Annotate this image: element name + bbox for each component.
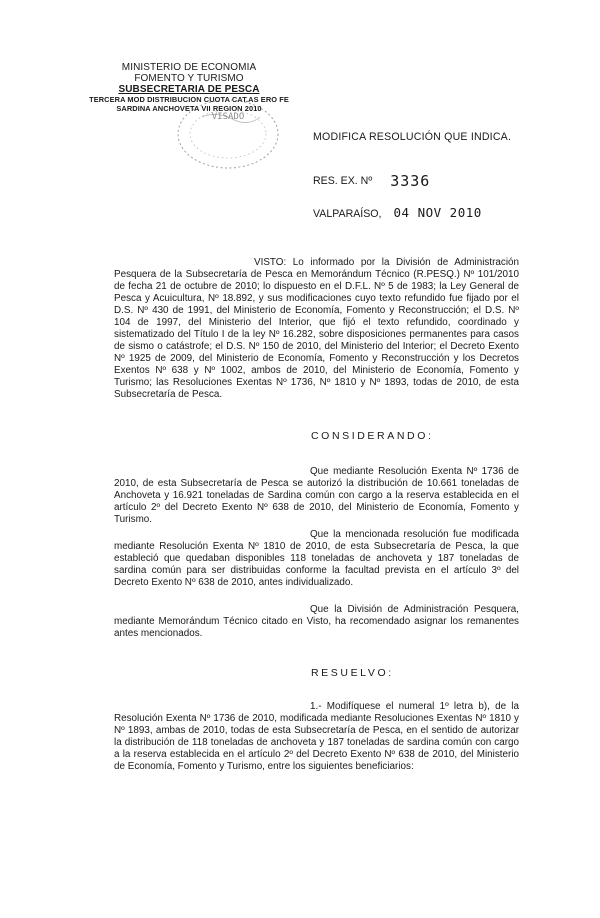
visto-paragraph: VISTO: Lo informado por la División de Administración Pesquera de la Subsecretaría de Pesca en Memorándum Técnico (R.PESQ.) Nº 101/2010 de fecha 21 de octubre de 2010; lo dispuesto en el D.F.L. Nº 5 de 1983; la Ley General de Pesca y Acuicultura, Nº 18.892, y sus modificaciones cuyo texto refundido fue fijado por el D.S. Nº 430 de 1991, del Ministerio de Economía, Fomento y Reconstrucción; el D.S. Nº 104 de 1997, del Ministerio del Interior, que fijó el texto refundido, coordinado y sistematizado del Título I de la ley Nº 16.282, sobre disposiciones permanentes para casos de sismo o catástrofe; el D.S. Nº 150 de 2010, del Ministerio del Interior; el Decreto Exento Nº 1925 de 2009, del Ministerio de Economía, Fomento y Reconstrucción y los Decretos Exentos Nº 638 y Nº 1002, ambos de 2010, del Ministerio de Economía, Fomento y Turismo; las Resoluciones Exentas Nº 1736, Nº 1810 y Nº 1893, todas de 2010, de esta Subsecretaría de Pesca. (114, 257, 519, 400)
reference-line-1: TERCERA MOD DISTRIBUCION CUOTA CAT.AS ERO FE (89, 95, 289, 104)
ministry-line-2: FOMENTO Y TURISMO (134, 73, 244, 84)
official-stamp (174, 95, 282, 173)
reference-line-2: SARDINA ANCHOVETA VII REGION 2010 (116, 104, 262, 113)
date-value: 04 NOV 2010 (393, 205, 482, 220)
considerando-heading: CONSIDERANDO: (311, 430, 434, 442)
date-line (313, 205, 482, 220)
considerando-paragraph-2: Que la mencionada resolución fue modificada mediante Resolución Exenta Nº 1810 de 2010, de esta Subsecretaría de Pesca, la que estableció que quedaban disponibles 118 toneladas de anchoveta y 187 toneladas de sardina común para ser distribuidas conforme la facultad prevista en el artículo 3º del Decreto Exento Nº 638 de 2010, antes individualizado. (114, 529, 519, 588)
considerando-paragraph-3: Que la División de Administración Pesquera, mediante Memorándum Técnico citado en Visto, ha recomendado asignar los remanentes antes mencionados. (114, 604, 519, 639)
resolution-number: 3336 (390, 172, 431, 190)
document-title: MODIFICA RESOLUCIÓN QUE INDICA. (313, 131, 512, 143)
considerando-paragraph-1: Que mediante Resolución Exenta Nº 1736 de 2010, de esta Subsecretaría de Pesca se autorizó la distribución de 10.661 toneladas de Anchoveta y 16.921 toneladas de Sardina común con cargo a la reserva establecida en el artículo 2º del Decreto Exento Nº 638 de 2010, del Ministerio de Economía, Fomento y Turismo. (114, 466, 519, 525)
date-city: VALPARAÍSO, (313, 208, 382, 220)
subsecretaria-line: SUBSECRETARIA DE PESCA (118, 84, 260, 95)
resolution-label: RES. EX. Nº (313, 175, 373, 187)
resolution-number-line (313, 172, 430, 190)
resuelvo-paragraph-1: 1.- Modifíquese el numeral 1º letra b), de la Resolución Exenta Nº 1736 de 2010, modificada mediante Resoluciones Exentas Nº 1810 y Nº 1893, ambas de 2010, todas de esta Subsecretaría de Pesca, en el sentido de autorizar la distribución de 118 toneladas de anchoveta y 187 toneladas de sardina común con cargo a la reserva establecida en el artículo 2º del Decreto Exento Nº 638 de 2010, del Ministerio de Economía, Fomento y Turismo, entre los siguientes beneficiarios: (114, 701, 519, 772)
resuelvo-heading: RESUELVO: (311, 667, 394, 679)
ministry-line-1: MINISTERIO DE ECONOMIA (121, 62, 257, 73)
stamp-text: VISADO (211, 112, 245, 122)
